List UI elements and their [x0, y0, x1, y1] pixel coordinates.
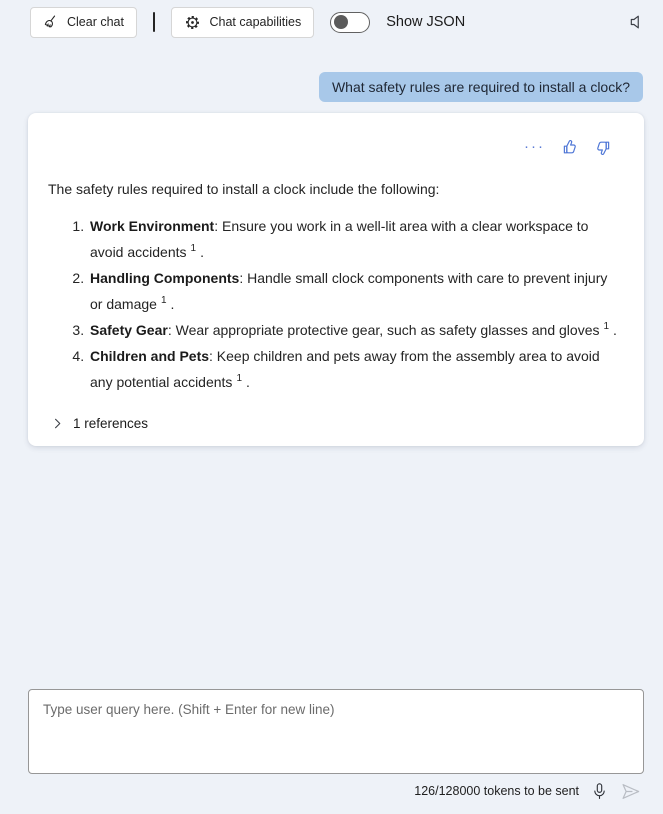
citation-ref[interactable]: 1	[603, 321, 610, 333]
list-item	[88, 317, 618, 343]
top-toolbar	[30, 6, 645, 38]
user-message-bubble: What safety rules are required to install a clock?	[319, 72, 643, 102]
rule-tail: .	[613, 322, 617, 338]
rule-tail: .	[170, 296, 175, 312]
rule-label: Work Environment	[90, 218, 215, 234]
user-query-input[interactable]	[28, 689, 644, 774]
response-actions	[28, 113, 644, 157]
references-expander[interactable]	[51, 416, 618, 431]
thumb-down-icon[interactable]	[594, 138, 613, 157]
toolbar-divider	[153, 12, 156, 32]
clear-chat-label: Clear chat	[67, 15, 124, 29]
broom-icon	[43, 14, 59, 30]
thumb-up-icon[interactable]	[560, 138, 579, 157]
citation-ref[interactable]: 1	[236, 373, 242, 385]
list-item	[88, 213, 618, 265]
rule-label: Handling Components	[90, 270, 240, 286]
assistant-response-card	[28, 113, 644, 446]
rule-label: Safety Gear	[90, 322, 168, 338]
citation-ref[interactable]: 1	[160, 295, 167, 307]
speaker-icon[interactable]	[627, 13, 645, 31]
composer-footer	[414, 779, 641, 803]
chat-capabilities-button[interactable]	[171, 7, 314, 38]
list-item	[88, 343, 618, 395]
rule-text: : Keep children and pets away from the assembly area to avoid any potential accidents	[90, 348, 600, 390]
rule-label: Children and Pets	[90, 348, 210, 364]
clear-chat-button[interactable]	[30, 7, 137, 38]
rule-tail: .	[200, 244, 204, 260]
show-json-toggle[interactable]	[330, 12, 370, 33]
list-item	[88, 265, 618, 317]
rule-text: : Handle small clock components with care to prevent injury or damage	[90, 270, 608, 312]
gear-icon	[184, 14, 201, 31]
safety-rules-list	[48, 213, 618, 395]
rule-text: : Ensure you work in a well-lit area with a clear workspace to avoid accidents	[90, 218, 589, 260]
citation-ref[interactable]: 1	[190, 243, 197, 255]
rule-tail: .	[246, 374, 250, 390]
toggle-knob	[334, 15, 348, 29]
references-label: 1 references	[73, 416, 149, 431]
microphone-icon[interactable]	[591, 782, 608, 801]
chevron-right-icon	[51, 417, 64, 430]
show-json-label: Show JSON	[386, 14, 466, 30]
rule-text: : Wear appropriate protective gear, such as safety glasses and gloves	[167, 322, 600, 338]
token-status: 126/128000 tokens to be sent	[414, 784, 579, 798]
chat-capabilities-label: Chat capabilities	[209, 15, 302, 29]
assistant-message	[28, 157, 644, 431]
send-icon[interactable]	[620, 782, 641, 801]
more-options-icon[interactable]: ···	[524, 138, 545, 155]
assistant-intro: The safety rules required to install a clock include the following:	[48, 181, 440, 197]
